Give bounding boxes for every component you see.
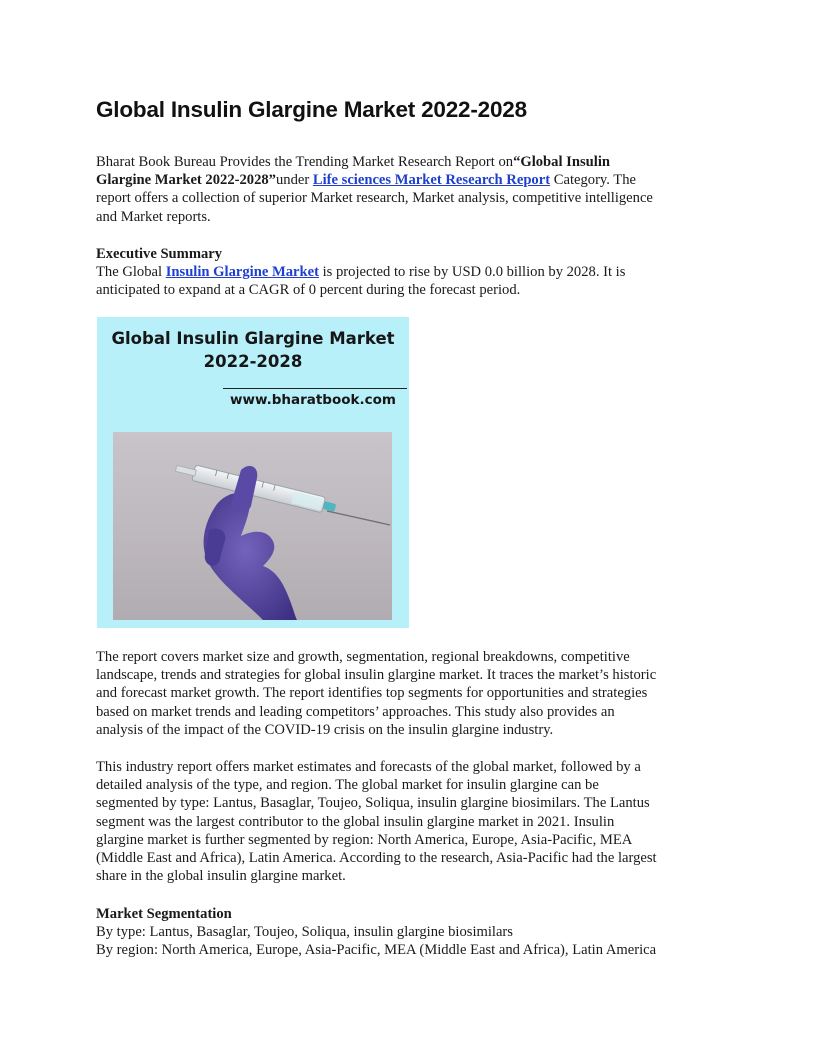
promo-title (97, 327, 409, 373)
paragraph-line: based on market trends and leading competitors’ approaches. This study also provides an (96, 703, 615, 720)
gloved-hand-syringe-icon (113, 432, 392, 620)
intro-paragraph (96, 153, 721, 226)
summary-text-rest: is projected to rise by USD 0.0 billion by 2028. It is (318, 264, 626, 281)
paragraph-line: and forecast market growth. The report identifies top segments for opportunities and strategies (96, 685, 648, 702)
paragraph-line: segment was the largest contributor to the global insulin glargine market in 2021. Insulin (96, 813, 615, 830)
promo-title-line-1: Global Insulin Glargine Market (111, 329, 395, 348)
summary-text: The Global (96, 264, 166, 281)
report-name-bold-cont: Glargine Market 2022-2028” (96, 172, 276, 189)
intro-line-1 (96, 153, 721, 171)
promo-divider (223, 388, 407, 389)
intro-line-2 (96, 171, 721, 189)
life-sciences-category-link[interactable]: Life sciences Market Research Report (312, 172, 551, 189)
page-title: Global Insulin Glargine Market 2022-2028 (96, 97, 527, 122)
paragraph-line: (Middle East and Africa), Latin America. According to the research, Asia-Pacific had the largest (96, 850, 657, 867)
market-coverage-paragraph (96, 648, 721, 739)
segmentation-by-type: By type: Lantus, Basaglar, Toujeo, Soliqua, insulin glargine biosimilars (96, 924, 513, 941)
paragraph-line: glargine market is further segmented by region: North America, Europe, Asia-Pacific, MEA (96, 831, 633, 848)
paragraph-line: segmented by type: Lantus, Basaglar, Toujeo, Soliqua, insulin glargine biosimilars. The Lantus (96, 795, 650, 812)
paragraph-line: detailed analysis of the type, and region. The global market for insulin glargine can be (96, 777, 599, 794)
executive-summary-line-1 (96, 263, 721, 281)
market-segmentation-heading: Market Segmentation (96, 906, 232, 922)
paragraph-line: The report covers market size and growth, segmentation, regional breakdowns, competitive (96, 649, 630, 665)
paragraph-line: share in the global insulin glargine market. (96, 868, 346, 885)
intro-line-3: report offers a collection of superior Market research, Market analysis, competitive intelligence (96, 190, 653, 207)
executive-summary-heading: Executive Summary (96, 246, 223, 262)
market-segmentation-section (96, 905, 721, 960)
intro-text: Bharat Book Bureau Provides the Trending Market Research Report on (96, 154, 514, 170)
report-name-bold: “Global Insulin (513, 154, 610, 170)
segmentation-by-region: By region: North America, Europe, Asia-Pacific, MEA (Middle East and Africa), Latin America (96, 942, 657, 959)
executive-summary-line-2: anticipated to expand at a CAGR of 0 percent during the forecast period. (96, 282, 521, 299)
industry-report-paragraph (96, 758, 721, 885)
intro-line-4: and Market reports. (96, 208, 211, 225)
promo-photo (113, 432, 392, 620)
promo-url: www.bharatbook.com (230, 392, 396, 408)
promo-image (97, 317, 409, 628)
intro-text-category: Category. The (550, 172, 636, 189)
paragraph-line: analysis of the impact of the COVID-19 crisis on the insulin glargine industry. (96, 721, 554, 738)
insulin-glargine-market-link[interactable]: Insulin Glargine Market (165, 264, 319, 281)
promo-title-line-2: 2022-2028 (203, 352, 303, 371)
executive-summary-section (96, 245, 721, 300)
paragraph-line: This industry report offers market estimates and forecasts of the global market, followed by a (96, 759, 641, 775)
paragraph-line: landscape, trends and strategies for global insulin glargine market. It traces the market’s historic (96, 667, 657, 684)
intro-text-under: under (275, 172, 313, 189)
